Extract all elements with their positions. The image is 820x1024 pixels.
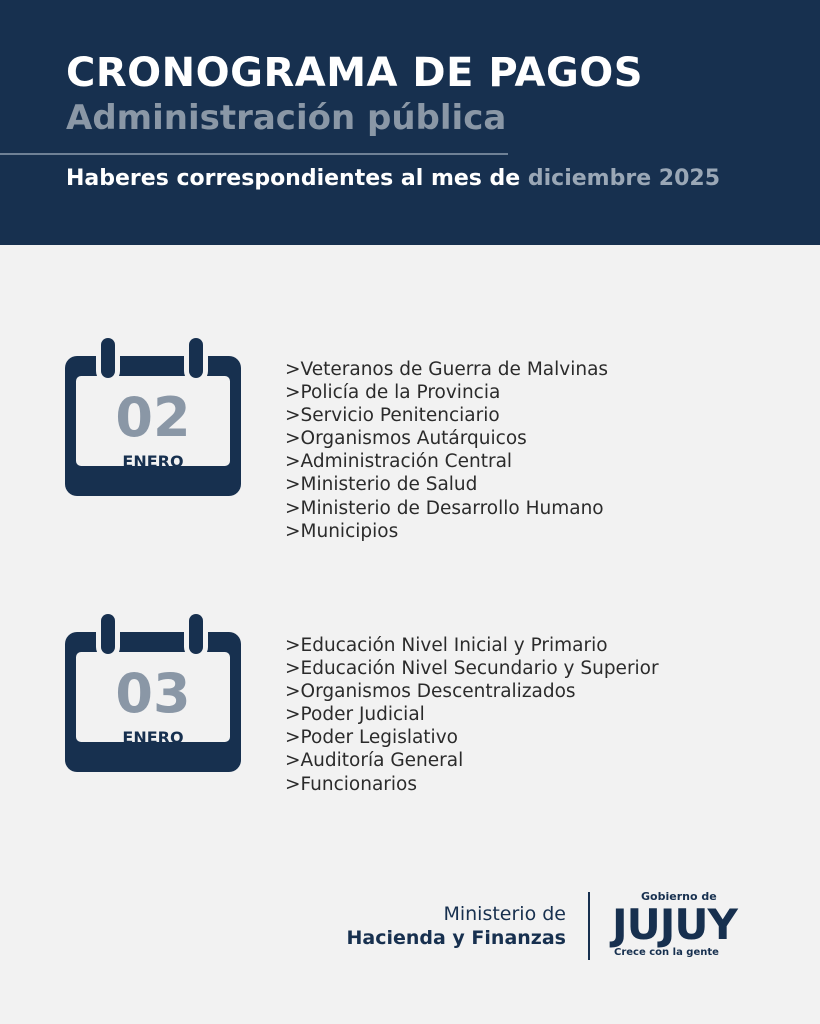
calendar-month: ENERO — [122, 728, 184, 747]
list-item: > Ministerio de Desarrollo Humano — [285, 497, 608, 520]
period-line — [66, 166, 720, 191]
calendar-ring-right — [189, 614, 203, 654]
page-subtitle: Administración pública — [66, 98, 507, 138]
header-banner — [0, 0, 820, 245]
list-item: > Auditoría General — [285, 749, 659, 772]
period-prefix: Haberes correspondientes al mes de — [66, 166, 528, 191]
list-item: > Policía de la Provincia — [285, 381, 608, 404]
period-month: diciembre 2025 — [527, 166, 721, 191]
list-item: > Educación Nivel Inicial y Primario — [285, 634, 659, 657]
logo-top-text: Gobierno de — [641, 890, 717, 903]
jujuy-logo — [606, 890, 756, 958]
calendar-icon — [65, 614, 241, 772]
calendar-month: ENERO — [122, 452, 184, 471]
calendar-ring-right — [189, 338, 203, 378]
calendar-day: 02 — [115, 386, 191, 449]
list-item: > Organismos Descentralizados — [285, 680, 659, 703]
list-item: > Poder Judicial — [285, 703, 659, 726]
list-item: > Servicio Penitenciario — [285, 404, 608, 427]
calendar-ring-left — [101, 614, 115, 654]
list-item: > Administración Central — [285, 450, 608, 473]
list-item: > Municipios — [285, 520, 608, 543]
calendar-ring-left — [101, 338, 115, 378]
payment-list — [285, 634, 659, 796]
list-item: > Poder Legislativo — [285, 726, 659, 749]
calendar-icon — [65, 338, 241, 496]
page-title: CRONOGRAMA DE PAGOS — [66, 50, 644, 96]
list-item: > Educación Nivel Secundario y Superior — [285, 657, 659, 680]
ministry-line-2: Hacienda y Finanzas — [346, 927, 566, 949]
ministry-line-1: Ministerio de — [443, 903, 566, 925]
ministry-label — [346, 902, 566, 950]
footer-divider — [588, 892, 590, 960]
logo-main-text: JUJUY — [612, 900, 737, 949]
payment-list — [285, 358, 608, 543]
list-item: > Organismos Autárquicos — [285, 427, 608, 450]
list-item: > Ministerio de Salud — [285, 473, 608, 496]
header-divider — [0, 153, 508, 155]
list-item: > Funcionarios — [285, 773, 659, 796]
logo-tagline: Crece con la gente — [614, 947, 719, 958]
list-item: > Veteranos de Guerra de Malvinas — [285, 358, 608, 381]
calendar-day: 03 — [115, 662, 191, 725]
